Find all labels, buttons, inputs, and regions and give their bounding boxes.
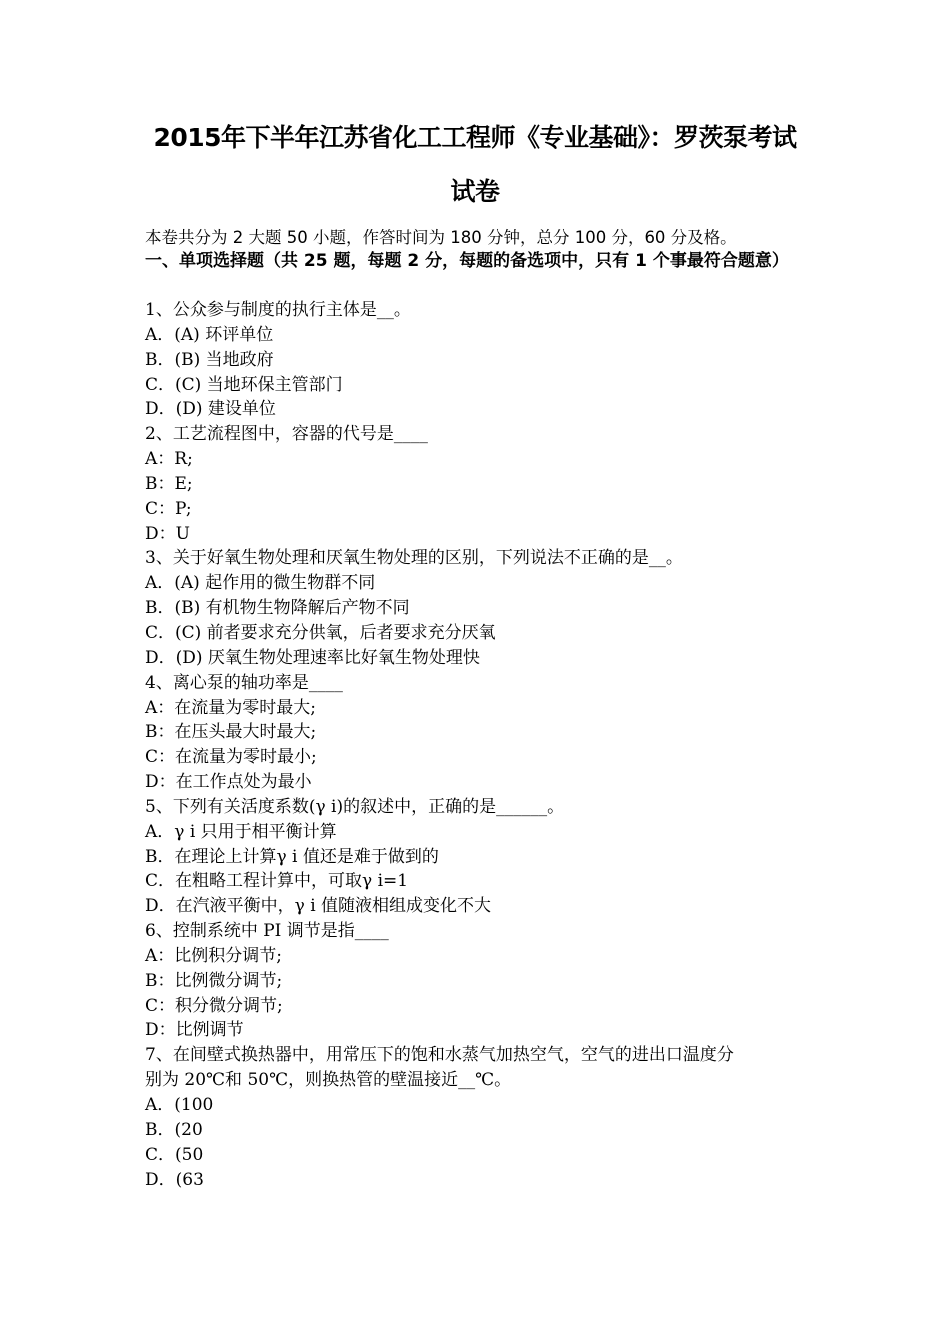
question-line: C：在流量为零时最小;: [145, 747, 317, 768]
question-line: B：E;: [145, 473, 193, 494]
question-line: B：比例微分调节;: [145, 970, 283, 991]
question-text: 1、公众参与制度的执行主体是__。: [145, 300, 411, 320]
question-line: B：在压头最大时最大;: [145, 722, 317, 743]
question-line: D．(D) 建设单位: [145, 399, 276, 420]
question-line: B．(B) 有机物生物降解后产物不同: [145, 598, 410, 619]
question-line: D．在汽液平衡中，γ i 值随液相组成变化不大: [145, 896, 492, 917]
question-line: D．(63: [145, 1169, 204, 1190]
question-line: C：P;: [145, 498, 192, 519]
question-line: D：在工作点处为最小: [145, 772, 312, 793]
question-line: B．(20: [145, 1119, 203, 1140]
question-line: C．(C) 前者要求充分供氧，后者要求充分厌氧: [145, 622, 496, 643]
question-list: [145, 298, 815, 1192]
question-text: 2、工艺流程图中，容器的代号是____: [145, 424, 428, 445]
question-line: A：R;: [145, 449, 193, 470]
section-heading: 一、单项选择题（共 25 题，每题 2 分，每题的备选项中，只有 1 个事最符合题意）: [145, 251, 789, 271]
question-line: D：U: [145, 523, 190, 544]
question-line: A．(A) 起作用的微生物群不同: [145, 573, 376, 594]
question-text: 3、关于好氧生物处理和厌氧生物处理的区别，下列说法不正确的是__。: [145, 548, 683, 569]
document-title-line-1: 2015年下半年江苏省化工工程师《专业基础》：罗茨泵考试: [153, 123, 797, 152]
question-line: C．(50: [145, 1144, 204, 1165]
question-text: 6、控制系统中 PI 调节是指____: [145, 921, 389, 942]
question-line: C．(C) 当地环保主管部门: [145, 374, 343, 395]
question-text: 7、在间壁式换热器中，用常压下的饱和水蒸气加热空气，空气的进出口温度分: [145, 1045, 734, 1066]
question-line: A：比例积分调节;: [145, 945, 283, 966]
question-line: D：比例调节: [145, 1020, 244, 1041]
question-line: B．(B) 当地政府: [145, 349, 274, 370]
document-title-line-2: 试卷: [450, 177, 500, 206]
question-line: D．(D) 厌氧生物处理速率比好氧生物处理快: [145, 647, 480, 668]
question-line: A．(A) 环评单位: [145, 324, 274, 345]
question-line: 别为 20℃和 50℃，则换热管的壁温接近__℃。: [145, 1070, 512, 1091]
question-line: A：在流量为零时最大;: [145, 697, 317, 718]
question-text: 5、下列有关活度系数(γ i)的叙述中，正确的是______。: [145, 796, 565, 817]
exam-intro: 本卷共分为 2 大题 50 小题，作答时间为 180 分钟，总分 100 分，60 分及格。: [145, 228, 737, 247]
question-text: 4、离心泵的轴功率是____: [145, 672, 343, 693]
question-line: B．在理论上计算γ i 值还是难于做到的: [145, 846, 439, 867]
question-line: C：积分微分调节;: [145, 995, 283, 1016]
question-line: C．在粗略工程计算中，可取γ i=1: [145, 871, 409, 892]
question-line: A．γ i 只用于相平衡计算: [145, 821, 337, 842]
question-line: A．(100: [145, 1095, 214, 1115]
